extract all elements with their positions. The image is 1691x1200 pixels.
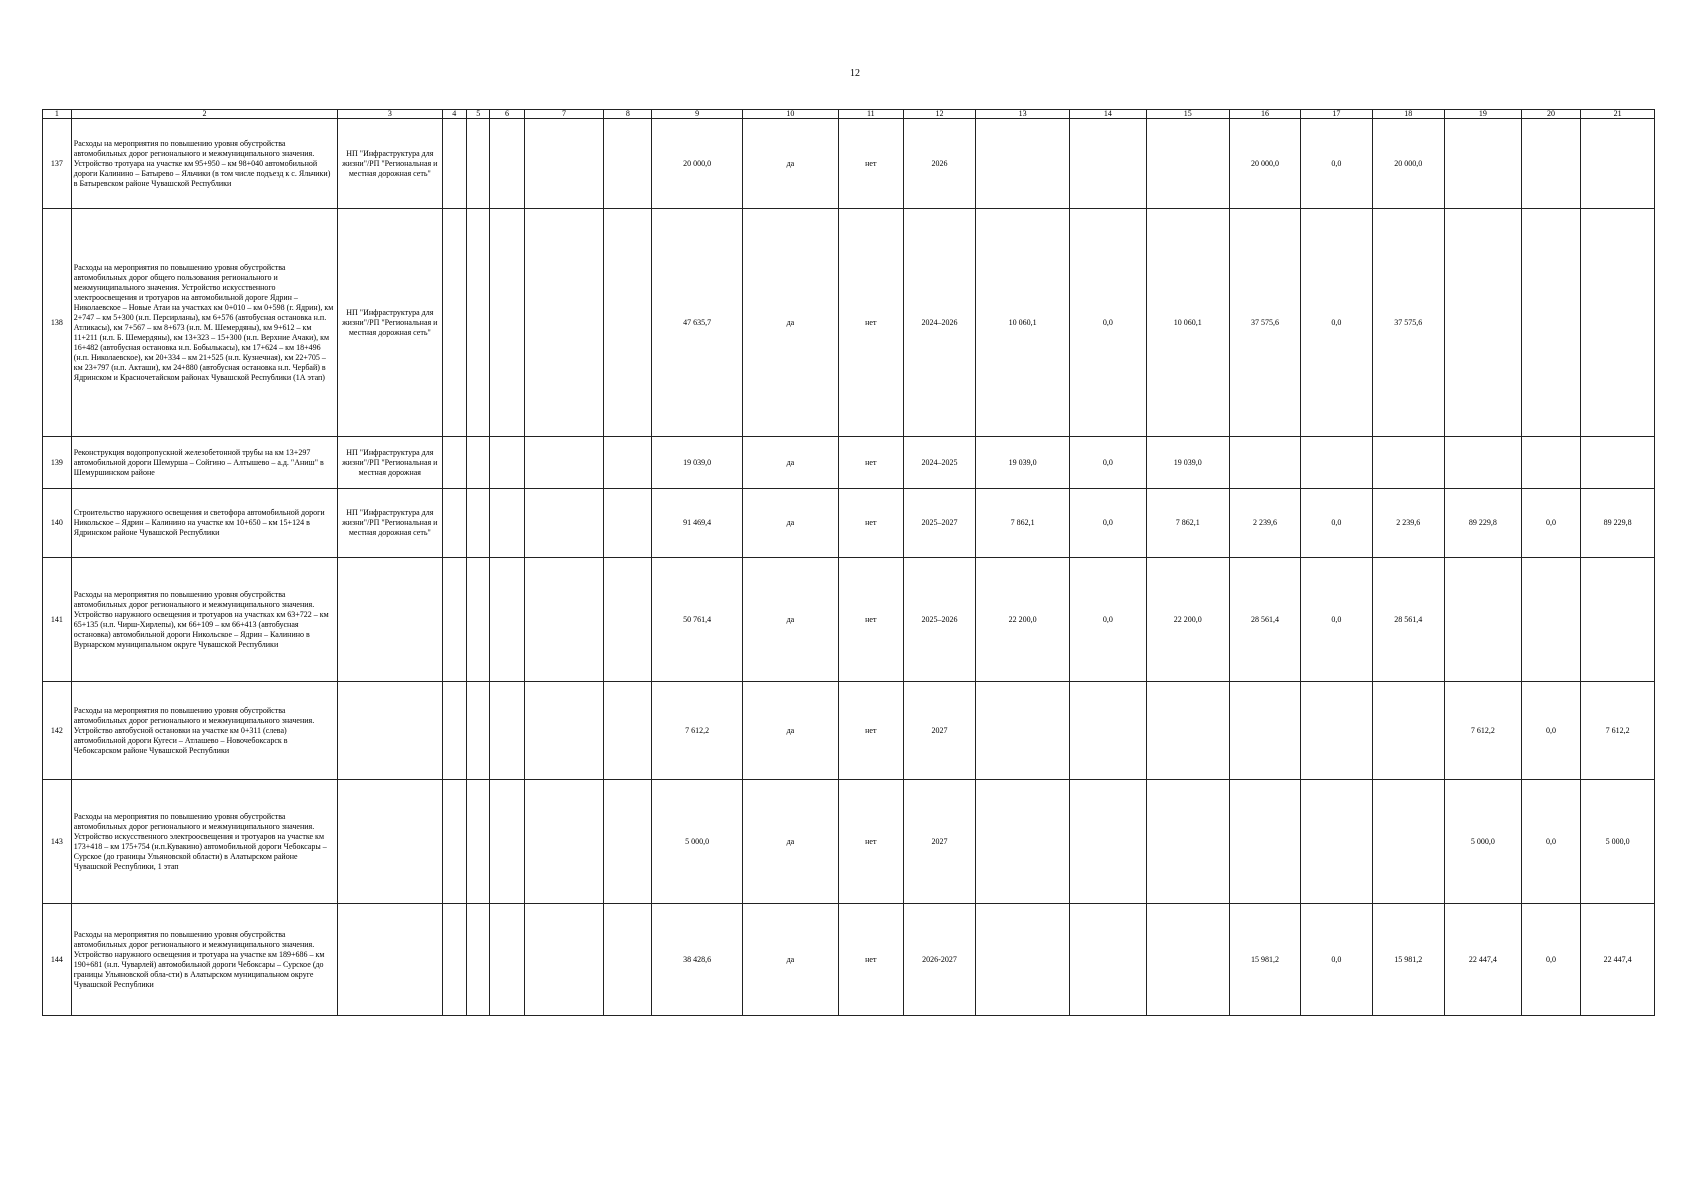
row-number: 143 — [43, 780, 72, 904]
cell-col10: да — [742, 904, 838, 1016]
column-header: 17 — [1301, 110, 1372, 119]
column-header: 16 — [1229, 110, 1300, 119]
table-row — [43, 489, 1655, 558]
row-number: 137 — [43, 119, 72, 209]
cell-col9: 47 635,7 — [652, 209, 743, 437]
cell-col15 — [1146, 904, 1229, 1016]
cell-col21: 5 000,0 — [1581, 780, 1655, 904]
cell-col18 — [1372, 682, 1444, 780]
cell-col11: нет — [838, 682, 903, 780]
table-row — [43, 119, 1655, 209]
cell-col19 — [1444, 119, 1521, 209]
table-row — [43, 904, 1655, 1016]
row-responsible — [338, 558, 442, 682]
cell-col14 — [1069, 682, 1146, 780]
row-number: 140 — [43, 489, 72, 558]
cell-col13: 19 039,0 — [976, 437, 1070, 489]
cell-col19 — [1444, 437, 1521, 489]
budget-table — [42, 109, 1655, 1016]
cell-col17 — [1301, 682, 1372, 780]
cell-col15 — [1146, 780, 1229, 904]
column-header: 19 — [1444, 110, 1521, 119]
cell-col9: 19 039,0 — [652, 437, 743, 489]
cell-col14 — [1069, 904, 1146, 1016]
cell-col15 — [1146, 682, 1229, 780]
row-description: Расходы на мероприятия по повышению уровня обустройства автомобильных дорог общего пользования регионального и межмуниципального значения. Устройство искусственного электроосвещения и тротуаров на автомобильной дороге Ядрин – Николаевское – Новые Атаи на участках км 0+010 – км 0+598 (г. Ядрин), км 2+747 – км 5+300 (н.п. Персирланы), км 6+576 (автобусная остановка н.п. Атликасы), км 7+567 – км 8+673 (н.п. М. Шемердяны), км 9+612 – км 11+211 (н.п. Б. Шемердяны), км 13+323 – 15+300 (н.п. Верхние Ачаки), км 16+482 (автобусная остановка н.п. Бобылькасы), км 17+624 – км 18+496 (н.п. Николаевское), км 20+334 – км 21+525 (н.п. Кузнечная), км 22+705 – км 23+797 (н.п. Акташи), км 24+880 (автобусная остановка н.п. Чербай) в Ядринском и Красночетайском районах Чувашской Республики (1А этап) — [71, 209, 337, 437]
cell-col13 — [976, 682, 1070, 780]
cell-col9: 91 469,4 — [652, 489, 743, 558]
cell-col12: 2026 — [903, 119, 975, 209]
cell-col9: 5 000,0 — [652, 780, 743, 904]
cell-col12: 2024–2026 — [903, 209, 975, 437]
cell-col17 — [1301, 437, 1372, 489]
cell-col17: 0,0 — [1301, 209, 1372, 437]
cell-col15: 10 060,1 — [1146, 209, 1229, 437]
cell-col12: 2025–2026 — [903, 558, 975, 682]
cell-col19: 89 229,8 — [1444, 489, 1521, 558]
cell-col9: 38 428,6 — [652, 904, 743, 1016]
row-responsible: НП "Инфраструктура для жизни"/РП "Региональная и местная дорожная сеть" — [338, 119, 442, 209]
column-header: 1 — [43, 110, 72, 119]
cell-col10: да — [742, 489, 838, 558]
row-description: Реконструкция водопропускной железобетонной трубы на км 13+297 автомобильной дороги Шемурша – Сойгино – Алтышево – а.д. "Аниш" в Шемуршинском районе — [71, 437, 337, 489]
cell-col16: 20 000,0 — [1229, 119, 1300, 209]
row-description: Расходы на мероприятия по повышению уровня обустройства автомобильных дорог регионального и межмуниципального значения. Устройство искусственного электроосвещения и тротуаров на участке км 173+418 – км 175+754 (н.п.Кувакино) автомобильной дороги Чебоксары – Сурское (до границы Ульяновской области) в Алатырском районе Чувашской Республики, 1 этап — [71, 780, 337, 904]
cell-col20: 0,0 — [1521, 780, 1581, 904]
cell-col16 — [1229, 780, 1300, 904]
column-header: 3 — [338, 110, 442, 119]
column-header: 5 — [467, 110, 490, 119]
cell-col17 — [1301, 780, 1372, 904]
cell-col13 — [976, 904, 1070, 1016]
cell-col11: нет — [838, 904, 903, 1016]
cell-col14 — [1069, 780, 1146, 904]
cell-col15 — [1146, 119, 1229, 209]
column-header: 7 — [524, 110, 604, 119]
row-description: Расходы на мероприятия по повышению уровня обустройства автомобильных дорог регионального и межмуниципального значения. Устройство автобусной остановки на участке км 0+311 (слева) автомобильной дороги Кугеси – Атлашево – Новочебоксарск в Чебоксарском районе Чувашской Республики — [71, 682, 337, 780]
cell-col15: 19 039,0 — [1146, 437, 1229, 489]
cell-col14: 0,0 — [1069, 558, 1146, 682]
cell-col17: 0,0 — [1301, 558, 1372, 682]
cell-col20 — [1521, 437, 1581, 489]
cell-col12: 2027 — [903, 682, 975, 780]
table-row — [43, 209, 1655, 437]
cell-col18: 2 239,6 — [1372, 489, 1444, 558]
column-header: 11 — [838, 110, 903, 119]
cell-col12: 2026-2027 — [903, 904, 975, 1016]
cell-col14 — [1069, 119, 1146, 209]
page-number: 12 — [850, 68, 860, 79]
cell-col13: 22 200,0 — [976, 558, 1070, 682]
cell-col17: 0,0 — [1301, 119, 1372, 209]
row-description: Строительство наружного освещения и светофора автомобильной дороги Никольское – Ядрин – Калинино на участке км 10+650 – км 15+124 в Ядринском районе Чувашской Республики — [71, 489, 337, 558]
cell-col10: да — [742, 209, 838, 437]
cell-col11: нет — [838, 119, 903, 209]
cell-col21: 7 612,2 — [1581, 682, 1655, 780]
cell-col19: 5 000,0 — [1444, 780, 1521, 904]
row-description: Расходы на мероприятия по повышению уровня обустройства автомобильных дорог регионального и межмуниципального значения. Устройство наружного освещения и тротуара на участке км 189+686 – км 190+681 (н.п. Чуварлей) автомобильной дороги Чебоксары – Сурское (до границы Ульяновской обла-сти) в Алатырском муниципальном округе Чувашской Республики — [71, 904, 337, 1016]
row-responsible: НП "Инфраструктура для жизни"/РП "Региональная и местная дорожная сеть" — [338, 489, 442, 558]
cell-col16: 15 981,2 — [1229, 904, 1300, 1016]
cell-col13 — [976, 780, 1070, 904]
row-responsible — [338, 904, 442, 1016]
cell-col20 — [1521, 119, 1581, 209]
row-number: 139 — [43, 437, 72, 489]
cell-col19: 22 447,4 — [1444, 904, 1521, 1016]
cell-col20 — [1521, 558, 1581, 682]
table-row — [43, 437, 1655, 489]
cell-col10: да — [742, 558, 838, 682]
cell-col11: нет — [838, 780, 903, 904]
column-header: 4 — [442, 110, 467, 119]
cell-col10: да — [742, 780, 838, 904]
cell-col11: нет — [838, 489, 903, 558]
cell-col15: 7 862,1 — [1146, 489, 1229, 558]
row-responsible: НП "Инфраструктура для жизни"/РП "Региональная и местная дорожная — [338, 437, 442, 489]
column-header: 21 — [1581, 110, 1655, 119]
cell-col11: нет — [838, 558, 903, 682]
cell-col14: 0,0 — [1069, 489, 1146, 558]
cell-col18: 28 561,4 — [1372, 558, 1444, 682]
cell-col18: 37 575,6 — [1372, 209, 1444, 437]
cell-col19 — [1444, 558, 1521, 682]
column-header: 18 — [1372, 110, 1444, 119]
cell-col19 — [1444, 209, 1521, 437]
cell-col10: да — [742, 119, 838, 209]
cell-col21 — [1581, 437, 1655, 489]
table-row — [43, 780, 1655, 904]
cell-col15: 22 200,0 — [1146, 558, 1229, 682]
column-number-row — [43, 110, 1655, 119]
cell-col16 — [1229, 682, 1300, 780]
cell-col21: 89 229,8 — [1581, 489, 1655, 558]
cell-col20 — [1521, 209, 1581, 437]
cell-col18 — [1372, 437, 1444, 489]
column-header: 20 — [1521, 110, 1581, 119]
cell-col18: 15 981,2 — [1372, 904, 1444, 1016]
cell-col18 — [1372, 780, 1444, 904]
table-row — [43, 558, 1655, 682]
table-row — [43, 682, 1655, 780]
cell-col18: 20 000,0 — [1372, 119, 1444, 209]
cell-col11: нет — [838, 437, 903, 489]
row-number: 144 — [43, 904, 72, 1016]
cell-col21 — [1581, 558, 1655, 682]
cell-col14: 0,0 — [1069, 209, 1146, 437]
cell-col9: 50 761,4 — [652, 558, 743, 682]
cell-col13: 7 862,1 — [976, 489, 1070, 558]
row-responsible — [338, 780, 442, 904]
cell-col16 — [1229, 437, 1300, 489]
cell-col9: 7 612,2 — [652, 682, 743, 780]
cell-col12: 2025–2027 — [903, 489, 975, 558]
cell-col17: 0,0 — [1301, 489, 1372, 558]
cell-col10: да — [742, 437, 838, 489]
cell-col21 — [1581, 119, 1655, 209]
cell-col12: 2024–2025 — [903, 437, 975, 489]
cell-col16: 28 561,4 — [1229, 558, 1300, 682]
column-header: 2 — [71, 110, 337, 119]
column-header: 10 — [742, 110, 838, 119]
cell-col21: 22 447,4 — [1581, 904, 1655, 1016]
cell-col13 — [976, 119, 1070, 209]
row-number: 141 — [43, 558, 72, 682]
cell-col13: 10 060,1 — [976, 209, 1070, 437]
cell-col20: 0,0 — [1521, 904, 1581, 1016]
row-number: 138 — [43, 209, 72, 437]
cell-col20: 0,0 — [1521, 489, 1581, 558]
column-header: 6 — [490, 110, 524, 119]
cell-col10: да — [742, 682, 838, 780]
cell-col17: 0,0 — [1301, 904, 1372, 1016]
cell-col11: нет — [838, 209, 903, 437]
column-header: 13 — [976, 110, 1070, 119]
cell-col16: 2 239,6 — [1229, 489, 1300, 558]
cell-col12: 2027 — [903, 780, 975, 904]
column-header: 12 — [903, 110, 975, 119]
column-header: 9 — [652, 110, 743, 119]
row-responsible: НП "Инфраструктура для жизни"/РП "Региональная и местная дорожная сеть" — [338, 209, 442, 437]
column-header: 14 — [1069, 110, 1146, 119]
row-description: Расходы на мероприятия по повышению уровня обустройства автомобильных дорог регионального и межмуниципального значения. Устройство тротуара на участке км 95+950 – км 98+040 автомобильной дороги Калинино – Батырево – Яльчики (в том числе подъезд к с. Яльчики) в Батыревском районе Чувашской Республики — [71, 119, 337, 209]
row-number: 142 — [43, 682, 72, 780]
row-responsible — [338, 682, 442, 780]
row-description: Расходы на мероприятия по повышению уровня обустройства автомобильных дорог регионального и межмуниципального значения. Устройство наружного освещения и тротуаров на участках км 63+722 – км 65+135 (н.п. Чирш-Хирлепы), км 66+109 – км 66+413 (автобусная остановка) автомобильной дороги Никольское – Ядрин – Калинино в Вурнарском муниципальном округе Чувашской Республики — [71, 558, 337, 682]
cell-col19: 7 612,2 — [1444, 682, 1521, 780]
cell-col14: 0,0 — [1069, 437, 1146, 489]
cell-col9: 20 000,0 — [652, 119, 743, 209]
column-header: 8 — [604, 110, 652, 119]
cell-col16: 37 575,6 — [1229, 209, 1300, 437]
column-header: 15 — [1146, 110, 1229, 119]
cell-col20: 0,0 — [1521, 682, 1581, 780]
cell-col21 — [1581, 209, 1655, 437]
